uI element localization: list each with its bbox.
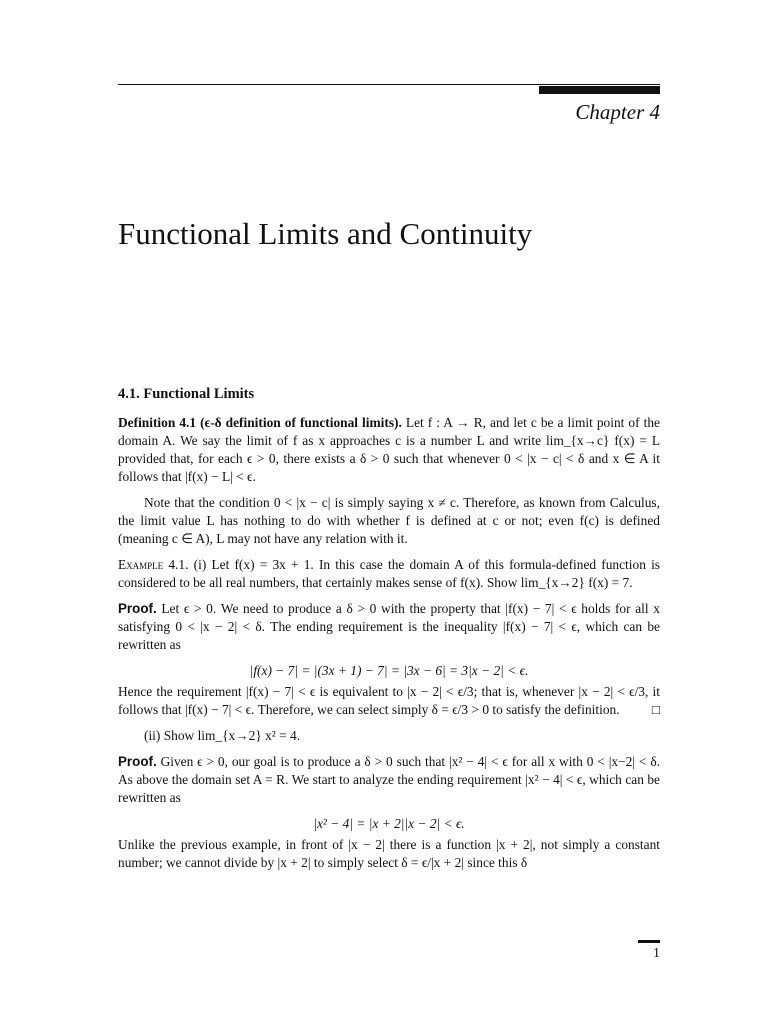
definition-text: Let f : A → R, and let c be a limit point of the domain A. We say the limit of f as x approaches c is a number L and write lim_{x→c} f(x) = L provided that, for each ϵ > 0, there exists a δ > 0 such that whenever 0 < |x − c| < δ and x ∈ A it follows that |f(x) − L| < ϵ.: [118, 415, 660, 484]
header-rule-thick: [539, 86, 660, 94]
proof2-after: Unlike the previous example, in front of |x − 2| there is a function |x + 2|, not simply a constant number; we cannot divide by |x + 2| to simply select δ = ϵ/|x + 2| since this δ: [118, 837, 660, 870]
proof2-lead: Proof.: [118, 754, 157, 769]
chapter-label: Chapter 4: [575, 100, 660, 124]
section-heading: 4.1. Functional Limits: [118, 386, 255, 402]
proof1-display-equation: |f(x) − 7| = |(3x + 1) − 7| = |3x − 6| = 3|x − 2| < ϵ.: [249, 663, 529, 678]
definition-lead: Definition 4.1 (ϵ-δ definition of functional limits).: [118, 415, 402, 430]
example-paragraph: [118, 556, 660, 592]
footer-rule: [638, 940, 660, 943]
proof1-after: [118, 683, 660, 719]
example-text: (i) Let f(x) = 3x + 1. In this case the domain A of this formula-defined function is considered to be all real numbers, that certainly makes sense of f(x). Show lim_{x→2} f(x) = 7.: [118, 557, 660, 590]
example-lead: Example 4.1.: [118, 557, 189, 572]
qed-symbol: □: [651, 702, 660, 717]
proof1-text: Let ϵ > 0. We need to produce a δ > 0 with the property that |f(x) − 7| < ϵ holds for all x satisfying 0 < |x − 2| < δ. The ending requirement is the inequality |f(x) − 7| < ϵ, which can be rewritten as: [118, 601, 660, 652]
proof1-paragraph: [118, 600, 660, 654]
proof2-paragraph: [118, 753, 660, 807]
proof1-lead: Proof.: [118, 601, 157, 616]
proof2-display-equation: |x² − 4| = |x + 2||x − 2| < ϵ.: [313, 816, 465, 831]
body-text: [118, 385, 660, 880]
chapter-title: Functional Limits and Continuity: [118, 216, 533, 251]
definition-paragraph: [118, 414, 660, 486]
proof2-text: Given ϵ > 0, our goal is to produce a δ > 0 such that |x² − 4| < ϵ for all x with 0 < |x−2| < δ. As above the domain set A = R. We start to analyze the ending requirement |x² − 4| < ϵ, which can be rewritten as: [118, 754, 660, 805]
page-number: 1: [653, 946, 660, 961]
proof1-after-text: Hence the requirement |f(x) − 7| < ϵ is equivalent to |x − 2| < ϵ/3; that is, whenever |x − 2| < ϵ/3, it follows that |f(x) − 7| < ϵ. Therefore, we can select simply δ = ϵ/3 > 0 to satisfy the definition.: [118, 684, 660, 717]
note-paragraph: Note that the condition 0 < |x − c| is simply saying x ≠ c. Therefore, as known from Calculus, the limit value L has nothing to do with whether f is defined at c or not; even f(c) is defined (meaning c ∈ A), L may not have any relation with it.: [118, 495, 660, 546]
header-rule: [118, 84, 660, 85]
example-part2: (ii) Show lim_{x→2} x² = 4.: [144, 728, 301, 743]
